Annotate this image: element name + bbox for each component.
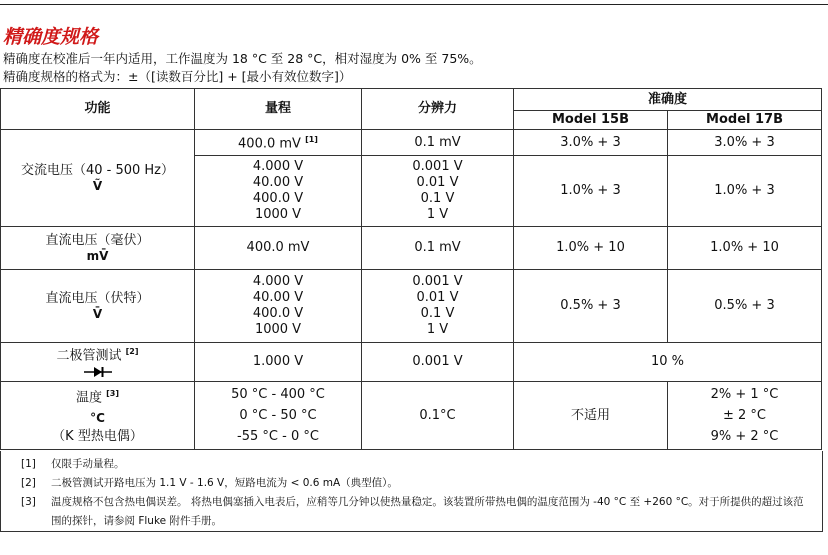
header-range: 量程 bbox=[195, 89, 362, 130]
diode-range: 1.000 V bbox=[195, 343, 362, 382]
dc-v-acc-17b: 0.5% + 3 bbox=[668, 270, 822, 343]
spec-table bbox=[0, 88, 822, 450]
header-model-17b: Model 17B bbox=[668, 111, 822, 130]
ac-range-mv: 400.0 mV [1] bbox=[195, 130, 362, 156]
dc-v-label: 直流电压（伏特） bbox=[45, 291, 150, 306]
temp-sublabel: （K 型热电偶） bbox=[52, 428, 143, 444]
dc-mv-acc-17b: 1.0% + 10 bbox=[668, 227, 822, 270]
footnote-3: [3] 温度规格不包含热电偶误差。 将热电偶塞插入电表后，应稍等几分钟以使热量稳定。该装置所带热电偶的温度范围为 -40 °C 至 +260 °C。对于所提供的超过该范围的探针，请参阅 Fluke 附件手册。 bbox=[21, 496, 804, 527]
note-ref-3: [3] bbox=[106, 389, 120, 399]
temp-acc-17b: 2% + 1 °C ± 2 °C 9% + 2 °C bbox=[668, 382, 822, 450]
diode-function bbox=[1, 343, 195, 382]
dc-v-resolutions: 0.001 V 0.01 V 0.1 V 1 V bbox=[362, 270, 514, 343]
temp-acc-15b: 不适用 bbox=[514, 382, 668, 450]
temp-function bbox=[1, 382, 195, 450]
ac-resolutions: 0.001 V 0.01 V 0.1 V 1 V bbox=[362, 156, 514, 227]
ac-mv-acc-15b: 3.0% + 3 bbox=[514, 130, 668, 156]
ac-voltage-icon: Ṽ bbox=[92, 179, 103, 193]
ac-v-acc-17b: 1.0% + 3 bbox=[668, 156, 822, 227]
ac-ranges: 4.000 V 40.00 V 400.0 V 1000 V bbox=[195, 156, 362, 227]
footnote-2: [2] 二极管测试开路电压为 1.1 V - 1.6 V，短路电流为 < 0.6 mA（典型值）。 bbox=[21, 477, 398, 489]
ac-voltage-label: 交流电压（40 - 500 Hz） bbox=[20, 163, 175, 178]
dc-v-ranges: 4.000 V 40.00 V 400.0 V 1000 V bbox=[195, 270, 362, 343]
dc-mv-acc-15b: 1.0% + 10 bbox=[514, 227, 668, 270]
temp-ranges: 50 °C - 400 °C 0 °C - 50 °C -55 °C - 0 °C bbox=[195, 382, 362, 450]
dc-mv-range: 400.0 mV bbox=[195, 227, 362, 270]
top-rule bbox=[0, 4, 828, 5]
footnote-1: [1] 仅限手动量程。 bbox=[21, 458, 125, 470]
celsius-icon: °C bbox=[90, 410, 105, 425]
note-ref-1: [1] bbox=[305, 135, 318, 145]
ac-v-acc-15b: 1.0% + 3 bbox=[514, 156, 668, 227]
header-function: 功能 bbox=[1, 89, 195, 130]
dc-v-acc-15b: 0.5% + 3 bbox=[514, 270, 668, 343]
diode-label: 二极管测试 bbox=[56, 348, 122, 364]
note-ref-2: [2] bbox=[125, 346, 139, 356]
temp-res: 0.1°C bbox=[362, 382, 514, 450]
footnotes bbox=[0, 451, 823, 532]
dc-v-icon: V̄ bbox=[92, 307, 103, 321]
ac-mv-acc-17b: 3.0% + 3 bbox=[668, 130, 822, 156]
header-resolution: 分辨力 bbox=[362, 89, 514, 130]
diode-acc: 10 % bbox=[514, 343, 822, 382]
dc-mv-icon: mV̄ bbox=[86, 249, 109, 263]
header-model-15b: Model 15B bbox=[514, 111, 668, 130]
dc-mv-function bbox=[1, 227, 195, 270]
diode-res: 0.001 V bbox=[362, 343, 514, 382]
dc-mv-label: 直流电压（毫伏） bbox=[45, 233, 150, 248]
page-title: 精确度规格 bbox=[3, 26, 99, 48]
dc-v-function bbox=[1, 270, 195, 343]
intro-line-2: 精确度规格的格式为：±（[读数百分比] + [最小有效位数字]） bbox=[3, 69, 352, 84]
intro-line-1: 精确度在校准后一年内适用，工作温度为 18 °C 至 28 °C，相对湿度为 0% 至 75%。 bbox=[3, 51, 482, 66]
temp-label: 温度 bbox=[75, 390, 102, 406]
ac-voltage-function bbox=[1, 130, 195, 227]
ac-res-mv: 0.1 mV bbox=[362, 130, 514, 156]
dc-mv-res: 0.1 mV bbox=[362, 227, 514, 270]
diode-icon bbox=[83, 366, 113, 378]
header-accuracy: 准确度 bbox=[514, 89, 822, 111]
